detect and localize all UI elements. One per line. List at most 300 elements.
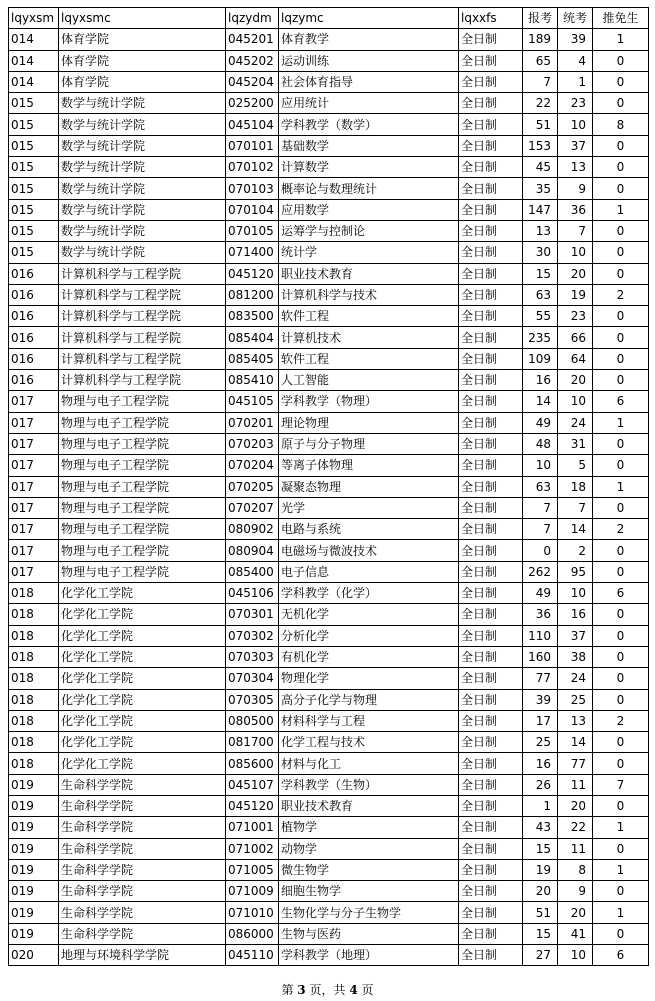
- applied-count-cell: 39: [523, 689, 558, 710]
- code-cell: 019: [9, 859, 59, 880]
- applied-count-cell: 15: [523, 263, 558, 284]
- code-cell: 015: [9, 157, 59, 178]
- recommended-cell: 0: [593, 178, 649, 199]
- unified-exam-cell: 2: [558, 540, 593, 561]
- table-row: [9, 412, 649, 433]
- table-row: [9, 220, 649, 241]
- table-row: [9, 689, 649, 710]
- college-cell: 生命科学学院: [59, 923, 226, 944]
- unified-exam-cell: 20: [558, 370, 593, 391]
- code-cell: 015: [9, 242, 59, 263]
- major-code-cell: 045120: [226, 795, 279, 816]
- header-cell: lqyxsmc: [59, 8, 226, 29]
- recommended-cell: 2: [593, 519, 649, 540]
- applied-count-cell: 36: [523, 604, 558, 625]
- unified-exam-cell: 11: [558, 838, 593, 859]
- code-cell: 019: [9, 838, 59, 859]
- major-code-cell: 085405: [226, 348, 279, 369]
- college-cell: 生命科学学院: [59, 774, 226, 795]
- unified-exam-cell: 20: [558, 263, 593, 284]
- recommended-cell: 1: [593, 902, 649, 923]
- table-row: [9, 284, 649, 305]
- study-mode-cell: 全日制: [459, 50, 523, 71]
- study-mode-cell: 全日制: [459, 732, 523, 753]
- applied-count-cell: 77: [523, 668, 558, 689]
- major-name-cell: 植物学: [279, 817, 459, 838]
- major-name-cell: 学科教学（地理）: [279, 945, 459, 966]
- college-cell: 化学化工学院: [59, 583, 226, 604]
- college-cell: 物理与电子工程学院: [59, 497, 226, 518]
- applied-count-cell: 109: [523, 348, 558, 369]
- applied-count-cell: 43: [523, 817, 558, 838]
- page-footer: [0, 981, 655, 998]
- study-mode-cell: 全日制: [459, 284, 523, 305]
- code-cell: 015: [9, 178, 59, 199]
- code-cell: 017: [9, 412, 59, 433]
- unified-exam-cell: 10: [558, 114, 593, 135]
- applied-count-cell: 51: [523, 114, 558, 135]
- major-code-cell: 045201: [226, 29, 279, 50]
- recommended-cell: 1: [593, 29, 649, 50]
- study-mode-cell: 全日制: [459, 710, 523, 731]
- applied-count-cell: 235: [523, 327, 558, 348]
- college-cell: 计算机科学与工程学院: [59, 263, 226, 284]
- study-mode-cell: 全日制: [459, 455, 523, 476]
- unified-exam-cell: 14: [558, 732, 593, 753]
- unified-exam-cell: 64: [558, 348, 593, 369]
- major-code-cell: 070204: [226, 455, 279, 476]
- unified-exam-cell: 1: [558, 71, 593, 92]
- recommended-cell: 6: [593, 945, 649, 966]
- major-code-cell: 071400: [226, 242, 279, 263]
- unified-exam-cell: 10: [558, 242, 593, 263]
- study-mode-cell: 全日制: [459, 433, 523, 454]
- unified-exam-cell: 20: [558, 795, 593, 816]
- unified-exam-cell: 38: [558, 646, 593, 667]
- table-row: [9, 795, 649, 816]
- major-code-cell: 071005: [226, 859, 279, 880]
- table-row: [9, 923, 649, 944]
- header-cell: lqzydm: [226, 8, 279, 29]
- study-mode-cell: 全日制: [459, 497, 523, 518]
- study-mode-cell: 全日制: [459, 838, 523, 859]
- college-cell: 数学与统计学院: [59, 114, 226, 135]
- study-mode-cell: 全日制: [459, 306, 523, 327]
- major-name-cell: 计算机科学与技术: [279, 284, 459, 305]
- unified-exam-cell: 20: [558, 902, 593, 923]
- college-cell: 生命科学学院: [59, 795, 226, 816]
- table-row: [9, 178, 649, 199]
- major-name-cell: 软件工程: [279, 306, 459, 327]
- study-mode-cell: 全日制: [459, 795, 523, 816]
- code-cell: 020: [9, 945, 59, 966]
- code-cell: 014: [9, 50, 59, 71]
- table-row: [9, 370, 649, 391]
- footer-total-pages: 4: [349, 983, 358, 997]
- table-row: [9, 476, 649, 497]
- major-code-cell: 045120: [226, 263, 279, 284]
- study-mode-cell: 全日制: [459, 583, 523, 604]
- applied-count-cell: 1: [523, 795, 558, 816]
- college-cell: 生命科学学院: [59, 838, 226, 859]
- recommended-cell: 0: [593, 838, 649, 859]
- study-mode-cell: 全日制: [459, 114, 523, 135]
- unified-exam-cell: 4: [558, 50, 593, 71]
- college-cell: 生命科学学院: [59, 902, 226, 923]
- study-mode-cell: 全日制: [459, 391, 523, 412]
- study-mode-cell: 全日制: [459, 370, 523, 391]
- code-cell: 019: [9, 881, 59, 902]
- applied-count-cell: 65: [523, 50, 558, 71]
- study-mode-cell: 全日制: [459, 668, 523, 689]
- study-mode-cell: 全日制: [459, 753, 523, 774]
- code-cell: 015: [9, 93, 59, 114]
- applied-count-cell: 15: [523, 923, 558, 944]
- table-row: [9, 774, 649, 795]
- college-cell: 数学与统计学院: [59, 157, 226, 178]
- recommended-cell: 0: [593, 455, 649, 476]
- college-cell: 物理与电子工程学院: [59, 519, 226, 540]
- college-cell: 体育学院: [59, 29, 226, 50]
- code-cell: 018: [9, 668, 59, 689]
- college-cell: 物理与电子工程学院: [59, 433, 226, 454]
- study-mode-cell: 全日制: [459, 327, 523, 348]
- recommended-cell: 0: [593, 348, 649, 369]
- major-code-cell: 070104: [226, 199, 279, 220]
- study-mode-cell: 全日制: [459, 859, 523, 880]
- code-cell: 019: [9, 817, 59, 838]
- college-cell: 数学与统计学院: [59, 199, 226, 220]
- college-cell: 化学化工学院: [59, 646, 226, 667]
- applied-count-cell: 189: [523, 29, 558, 50]
- major-code-cell: 070305: [226, 689, 279, 710]
- table-row: [9, 391, 649, 412]
- applied-count-cell: 35: [523, 178, 558, 199]
- major-name-cell: 软件工程: [279, 348, 459, 369]
- college-cell: 化学化工学院: [59, 625, 226, 646]
- study-mode-cell: 全日制: [459, 93, 523, 114]
- code-cell: 015: [9, 220, 59, 241]
- major-name-cell: 生物与医药: [279, 923, 459, 944]
- major-code-cell: 070303: [226, 646, 279, 667]
- table-row: [9, 625, 649, 646]
- applied-count-cell: 7: [523, 497, 558, 518]
- major-name-cell: 学科教学（数学）: [279, 114, 459, 135]
- major-name-cell: 电路与系统: [279, 519, 459, 540]
- study-mode-cell: 全日制: [459, 923, 523, 944]
- code-cell: 018: [9, 753, 59, 774]
- study-mode-cell: 全日制: [459, 519, 523, 540]
- table-row: [9, 157, 649, 178]
- major-name-cell: 概率论与数理统计: [279, 178, 459, 199]
- table-row: [9, 817, 649, 838]
- recommended-cell: 0: [593, 497, 649, 518]
- recommended-cell: 1: [593, 817, 649, 838]
- study-mode-cell: 全日制: [459, 604, 523, 625]
- major-name-cell: 学科教学（化学）: [279, 583, 459, 604]
- unified-exam-cell: 95: [558, 561, 593, 582]
- table-row: [9, 604, 649, 625]
- table-row: [9, 29, 649, 50]
- applied-count-cell: 262: [523, 561, 558, 582]
- unified-exam-cell: 10: [558, 391, 593, 412]
- recommended-cell: 0: [593, 689, 649, 710]
- code-cell: 018: [9, 604, 59, 625]
- recommended-cell: 0: [593, 306, 649, 327]
- major-code-cell: 070105: [226, 220, 279, 241]
- major-name-cell: 微生物学: [279, 859, 459, 880]
- major-name-cell: 有机化学: [279, 646, 459, 667]
- study-mode-cell: 全日制: [459, 412, 523, 433]
- major-code-cell: 070103: [226, 178, 279, 199]
- table-row: [9, 348, 649, 369]
- study-mode-cell: 全日制: [459, 561, 523, 582]
- recommended-cell: 8: [593, 114, 649, 135]
- college-cell: 数学与统计学院: [59, 135, 226, 156]
- code-cell: 017: [9, 391, 59, 412]
- footer-suffix: 页: [361, 983, 374, 997]
- major-name-cell: 分析化学: [279, 625, 459, 646]
- major-code-cell: 083500: [226, 306, 279, 327]
- code-cell: 016: [9, 306, 59, 327]
- applied-count-cell: 63: [523, 284, 558, 305]
- major-name-cell: 职业技术教育: [279, 263, 459, 284]
- code-cell: 016: [9, 327, 59, 348]
- recommended-cell: 1: [593, 199, 649, 220]
- major-name-cell: 材料科学与工程: [279, 710, 459, 731]
- study-mode-cell: 全日制: [459, 881, 523, 902]
- recommended-cell: 0: [593, 242, 649, 263]
- applied-count-cell: 45: [523, 157, 558, 178]
- major-name-cell: 运动训练: [279, 50, 459, 71]
- major-name-cell: 计算数学: [279, 157, 459, 178]
- recommended-cell: 7: [593, 774, 649, 795]
- applied-count-cell: 7: [523, 519, 558, 540]
- applied-count-cell: 63: [523, 476, 558, 497]
- college-cell: 生命科学学院: [59, 881, 226, 902]
- code-cell: 014: [9, 71, 59, 92]
- applied-count-cell: 51: [523, 902, 558, 923]
- major-code-cell: 045106: [226, 583, 279, 604]
- major-code-cell: 071009: [226, 881, 279, 902]
- applied-count-cell: 110: [523, 625, 558, 646]
- unified-exam-cell: 13: [558, 710, 593, 731]
- table-body: [9, 29, 649, 966]
- major-name-cell: 细胞生物学: [279, 881, 459, 902]
- footer-middle: 页，共: [309, 983, 346, 997]
- applied-count-cell: 49: [523, 583, 558, 604]
- college-cell: 计算机科学与工程学院: [59, 306, 226, 327]
- applied-count-cell: 17: [523, 710, 558, 731]
- applied-count-cell: 55: [523, 306, 558, 327]
- major-name-cell: 运筹学与控制论: [279, 220, 459, 241]
- applied-count-cell: 48: [523, 433, 558, 454]
- code-cell: 018: [9, 689, 59, 710]
- unified-exam-cell: 8: [558, 859, 593, 880]
- major-code-cell: 045202: [226, 50, 279, 71]
- college-cell: 化学化工学院: [59, 689, 226, 710]
- header-cell: 统考: [558, 8, 593, 29]
- major-code-cell: 071010: [226, 902, 279, 923]
- study-mode-cell: 全日制: [459, 902, 523, 923]
- table-row: [9, 561, 649, 582]
- unified-exam-cell: 5: [558, 455, 593, 476]
- major-code-cell: 045107: [226, 774, 279, 795]
- unified-exam-cell: 36: [558, 199, 593, 220]
- table-row: [9, 540, 649, 561]
- major-name-cell: 物理化学: [279, 668, 459, 689]
- recommended-cell: 0: [593, 881, 649, 902]
- recommended-cell: 0: [593, 604, 649, 625]
- major-code-cell: 086000: [226, 923, 279, 944]
- study-mode-cell: 全日制: [459, 242, 523, 263]
- study-mode-cell: 全日制: [459, 157, 523, 178]
- major-name-cell: 无机化学: [279, 604, 459, 625]
- study-mode-cell: 全日制: [459, 178, 523, 199]
- applied-count-cell: 7: [523, 71, 558, 92]
- table-row: [9, 945, 649, 966]
- recommended-cell: 0: [593, 71, 649, 92]
- code-cell: 016: [9, 370, 59, 391]
- header-cell: lqyxsm: [9, 8, 59, 29]
- major-code-cell: 080902: [226, 519, 279, 540]
- code-cell: 018: [9, 710, 59, 731]
- major-code-cell: 070302: [226, 625, 279, 646]
- code-cell: 017: [9, 455, 59, 476]
- table-row: [9, 306, 649, 327]
- college-cell: 化学化工学院: [59, 753, 226, 774]
- unified-exam-cell: 9: [558, 178, 593, 199]
- major-name-cell: 高分子化学与物理: [279, 689, 459, 710]
- code-cell: 016: [9, 348, 59, 369]
- table-row: [9, 433, 649, 454]
- applied-count-cell: 0: [523, 540, 558, 561]
- code-cell: 017: [9, 540, 59, 561]
- study-mode-cell: 全日制: [459, 476, 523, 497]
- unified-exam-cell: 16: [558, 604, 593, 625]
- table-header-row: [9, 8, 649, 29]
- study-mode-cell: 全日制: [459, 348, 523, 369]
- college-cell: 数学与统计学院: [59, 242, 226, 263]
- major-name-cell: 社会体育指导: [279, 71, 459, 92]
- college-cell: 物理与电子工程学院: [59, 540, 226, 561]
- major-code-cell: 070102: [226, 157, 279, 178]
- college-cell: 体育学院: [59, 50, 226, 71]
- college-cell: 物理与电子工程学院: [59, 412, 226, 433]
- unified-exam-cell: 77: [558, 753, 593, 774]
- table-row: [9, 583, 649, 604]
- study-mode-cell: 全日制: [459, 29, 523, 50]
- major-code-cell: 071001: [226, 817, 279, 838]
- unified-exam-cell: 22: [558, 817, 593, 838]
- major-code-cell: 071002: [226, 838, 279, 859]
- study-mode-cell: 全日制: [459, 199, 523, 220]
- table-row: [9, 114, 649, 135]
- applied-count-cell: 49: [523, 412, 558, 433]
- major-name-cell: 化学工程与技术: [279, 732, 459, 753]
- unified-exam-cell: 14: [558, 519, 593, 540]
- college-cell: 计算机科学与工程学院: [59, 370, 226, 391]
- applied-count-cell: 13: [523, 220, 558, 241]
- college-cell: 物理与电子工程学院: [59, 476, 226, 497]
- applied-count-cell: 153: [523, 135, 558, 156]
- code-cell: 015: [9, 135, 59, 156]
- code-cell: 019: [9, 795, 59, 816]
- code-cell: 017: [9, 476, 59, 497]
- code-cell: 017: [9, 433, 59, 454]
- college-cell: 体育学院: [59, 71, 226, 92]
- unified-exam-cell: 25: [558, 689, 593, 710]
- table-row: [9, 263, 649, 284]
- major-name-cell: 等离子体物理: [279, 455, 459, 476]
- study-mode-cell: 全日制: [459, 220, 523, 241]
- major-code-cell: 070201: [226, 412, 279, 433]
- study-mode-cell: 全日制: [459, 689, 523, 710]
- study-mode-cell: 全日制: [459, 817, 523, 838]
- major-name-cell: 动物学: [279, 838, 459, 859]
- table-row: [9, 455, 649, 476]
- unified-exam-cell: 39: [558, 29, 593, 50]
- table-row: [9, 710, 649, 731]
- college-cell: 化学化工学院: [59, 710, 226, 731]
- header-cell: 推免生: [593, 8, 649, 29]
- header-cell: lqxxfs: [459, 8, 523, 29]
- recommended-cell: 0: [593, 646, 649, 667]
- college-cell: 数学与统计学院: [59, 178, 226, 199]
- study-mode-cell: 全日制: [459, 263, 523, 284]
- unified-exam-cell: 23: [558, 306, 593, 327]
- major-name-cell: 人工智能: [279, 370, 459, 391]
- table-row: [9, 199, 649, 220]
- major-name-cell: 光学: [279, 497, 459, 518]
- unified-exam-cell: 7: [558, 220, 593, 241]
- table-row: [9, 881, 649, 902]
- header-cell: 报考: [523, 8, 558, 29]
- code-cell: 019: [9, 902, 59, 923]
- table-row: [9, 732, 649, 753]
- applied-count-cell: 16: [523, 753, 558, 774]
- major-code-cell: 070203: [226, 433, 279, 454]
- major-name-cell: 生物化学与分子生物学: [279, 902, 459, 923]
- major-name-cell: 职业技术教育: [279, 795, 459, 816]
- recommended-cell: 0: [593, 753, 649, 774]
- major-code-cell: 085400: [226, 561, 279, 582]
- major-name-cell: 电子信息: [279, 561, 459, 582]
- major-code-cell: 070207: [226, 497, 279, 518]
- recommended-cell: 6: [593, 391, 649, 412]
- major-code-cell: 085410: [226, 370, 279, 391]
- table-row: [9, 135, 649, 156]
- table-row: [9, 93, 649, 114]
- major-name-cell: 基础数学: [279, 135, 459, 156]
- unified-exam-cell: 19: [558, 284, 593, 305]
- unified-exam-cell: 24: [558, 668, 593, 689]
- recommended-cell: 0: [593, 540, 649, 561]
- major-name-cell: 体育教学: [279, 29, 459, 50]
- major-code-cell: 081200: [226, 284, 279, 305]
- study-mode-cell: 全日制: [459, 774, 523, 795]
- recommended-cell: 0: [593, 50, 649, 71]
- college-cell: 物理与电子工程学院: [59, 561, 226, 582]
- college-cell: 物理与电子工程学院: [59, 391, 226, 412]
- applied-count-cell: 147: [523, 199, 558, 220]
- major-code-cell: 070304: [226, 668, 279, 689]
- recommended-cell: 0: [593, 923, 649, 944]
- applied-count-cell: 27: [523, 945, 558, 966]
- unified-exam-cell: 10: [558, 583, 593, 604]
- college-cell: 生命科学学院: [59, 859, 226, 880]
- major-name-cell: 材料与化工: [279, 753, 459, 774]
